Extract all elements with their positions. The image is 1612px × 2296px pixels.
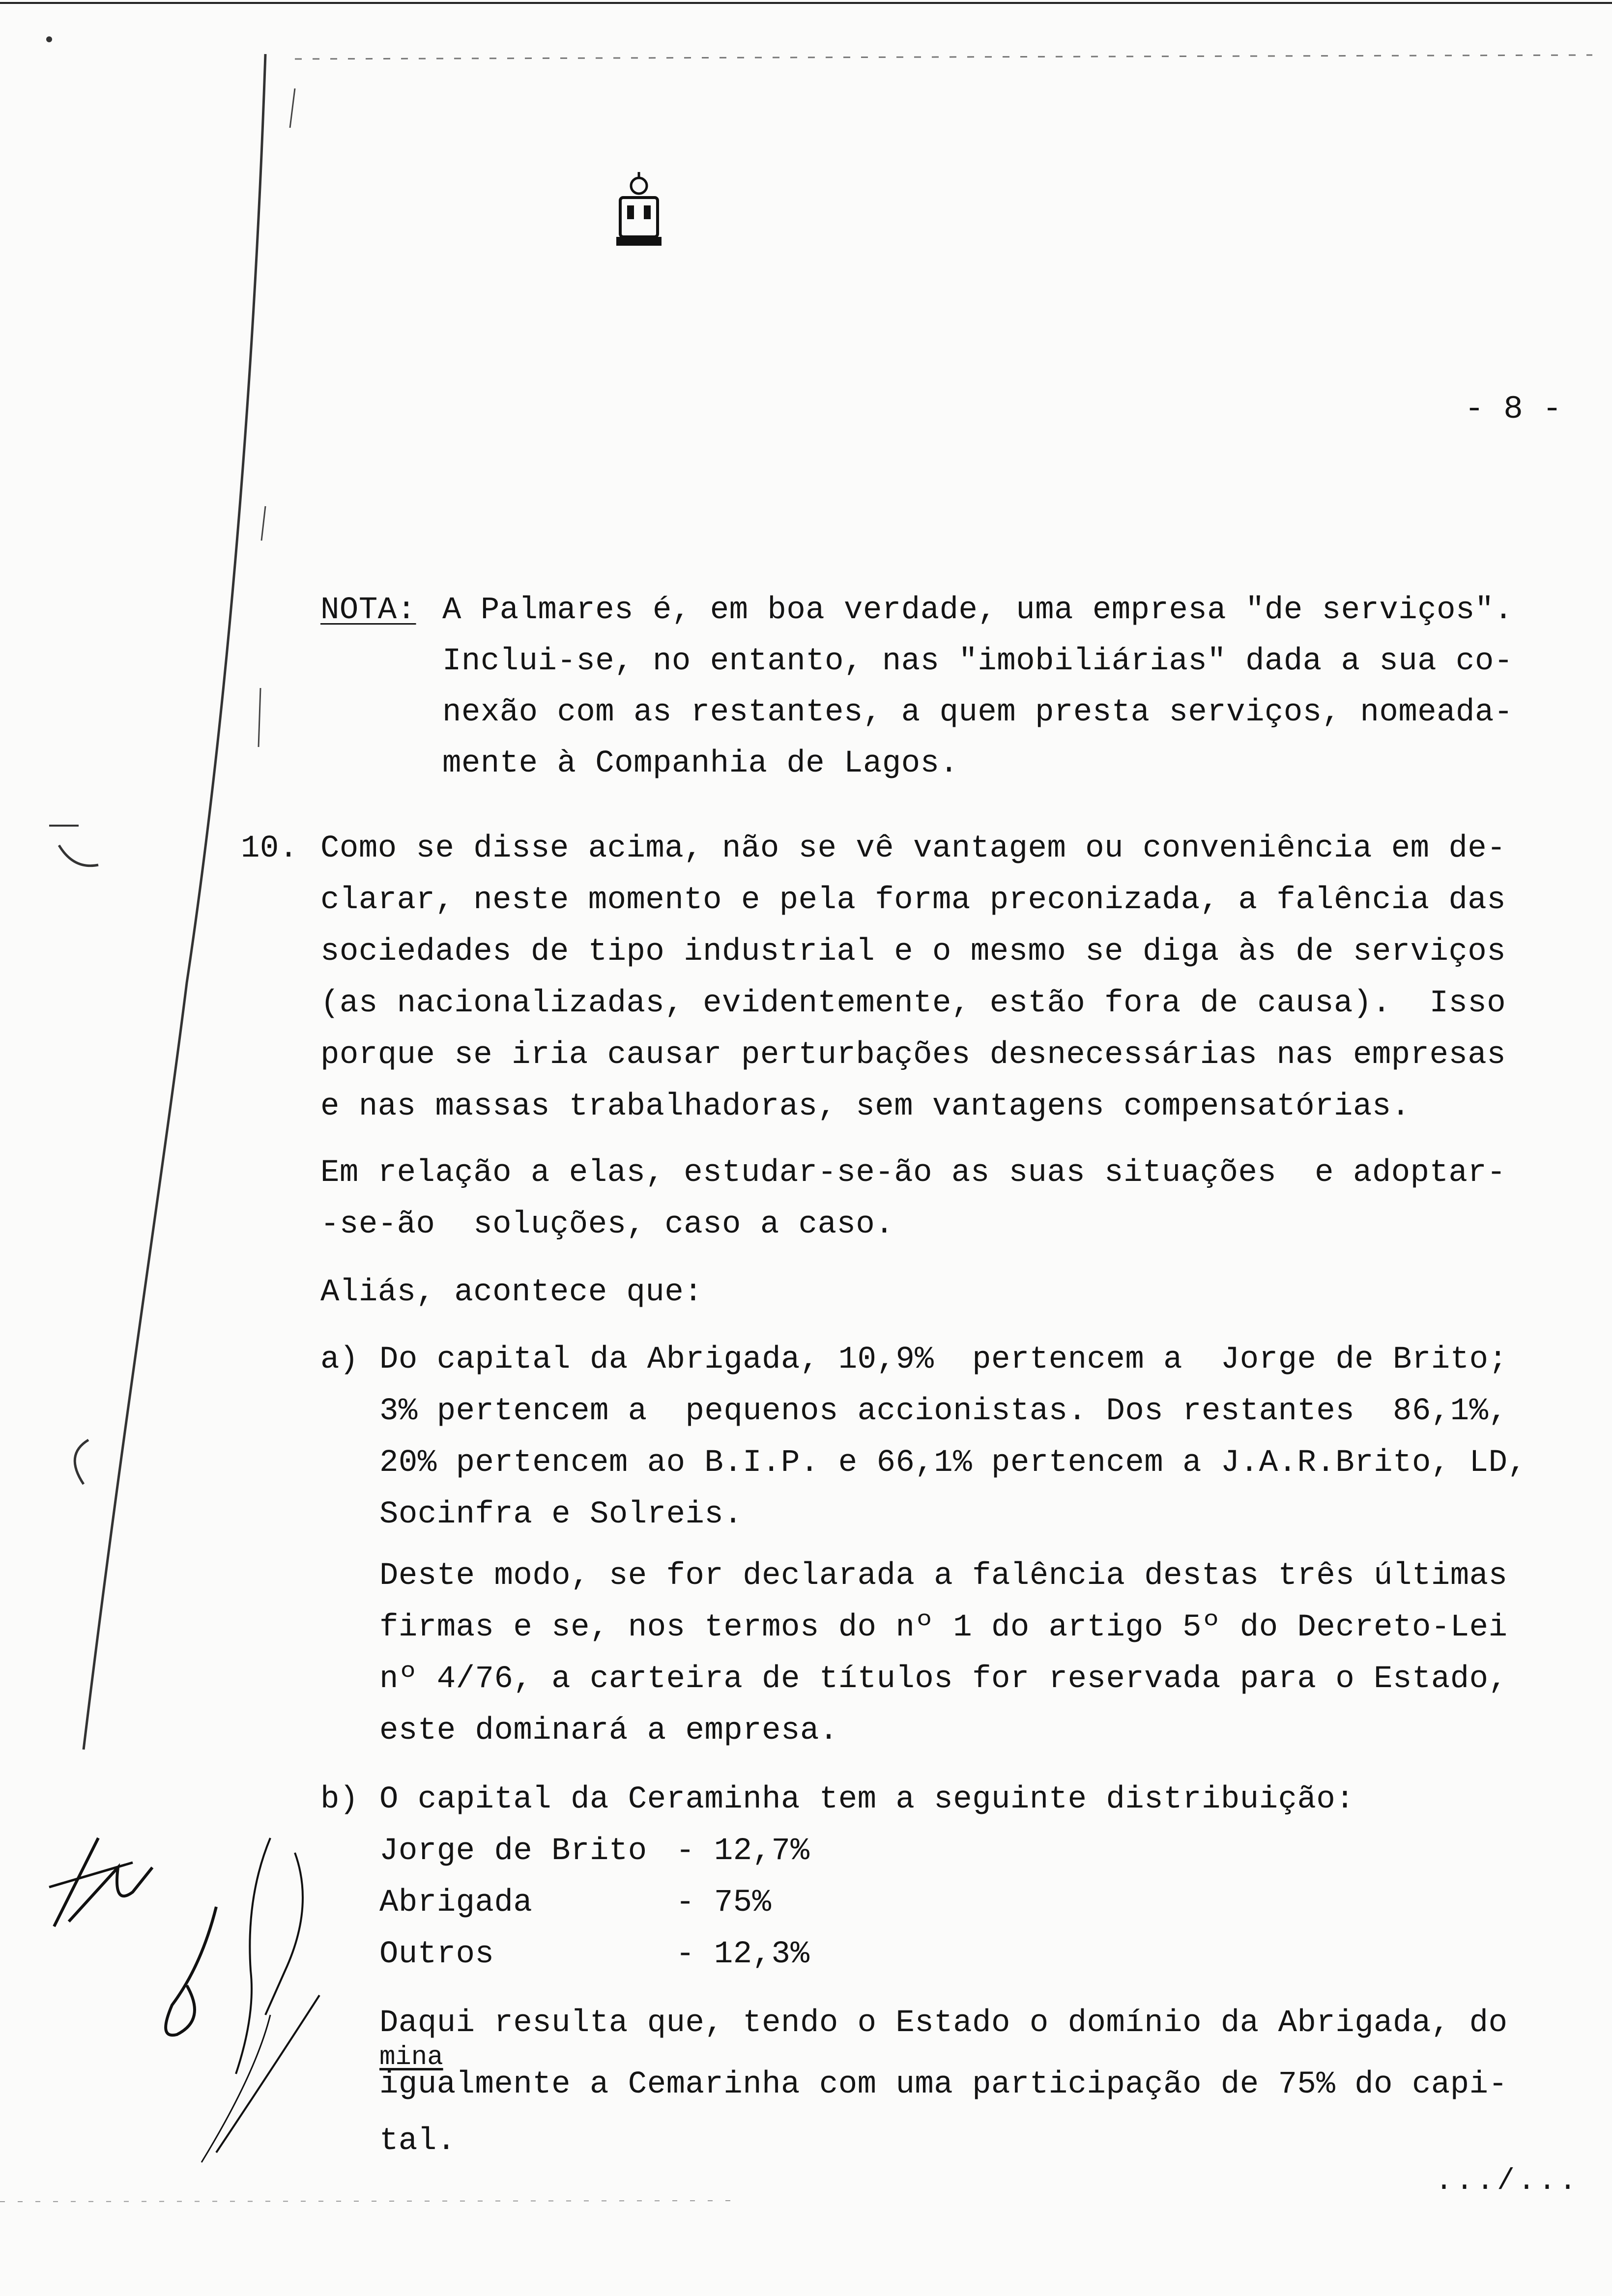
item10-line-4: (as nacionalizadas, evidentemente, estão fora de causa). Isso: [320, 986, 1506, 1021]
nota-line-2: Inclui-se, no entanto, nas "imobiliárias" dada a sua co-: [442, 644, 1513, 679]
distribution-name-2: Abrigada: [379, 1885, 533, 1921]
distribution-value-1: - 12,7%: [676, 1834, 810, 1869]
alias-line: Aliás, acontece que:: [320, 1275, 703, 1310]
signature-drawing: [39, 1808, 354, 2182]
item10-line-3: sociedades de tipo industrial e o mesmo se diga às de serviços: [320, 934, 1506, 970]
conclusion-line-1: Daqui resulta que, tendo o Estado o domínio da Abrigada, do: [379, 2006, 1508, 2041]
nota-label: NOTA:: [320, 593, 416, 628]
item-a-line-4: Socinfra e Solreis.: [379, 1497, 743, 1532]
relacao-line-1: Em relação a elas, estudar-se-ão as suas situações e adoptar-: [320, 1155, 1506, 1191]
item10-line-1: Como se disse acima, não se vê vantagem ou conveniência em de-: [320, 831, 1506, 866]
handwritten-insertion: mina: [379, 2042, 443, 2072]
item-a-label: a): [320, 1342, 359, 1378]
item-a-p2-line-3: nº 4/76, a carteira de títulos for reservada para o Estado,: [379, 1662, 1508, 1697]
item-a-p2-line-2: firmas e se, nos termos do nº 1 do artigo 5º do Decreto-Lei: [379, 1610, 1508, 1645]
distribution-value-3: - 12,3%: [676, 1937, 810, 1972]
item-b-label: b): [320, 1782, 359, 1817]
page-number: - 8 -: [1465, 391, 1562, 428]
item10-number: 10.: [241, 831, 298, 866]
item-a-line-3: 20% pertencem ao B.I.P. e 66,1% pertencem a J.A.R.Brito, LD,: [379, 1445, 1527, 1481]
distribution-name-3: Outros: [379, 1937, 494, 1972]
relacao-line-2: -se-ão soluções, caso a caso.: [320, 1207, 894, 1242]
distribution-name-1: Jorge de Brito: [379, 1834, 647, 1869]
item-a-p2-line-1: Deste modo, se for declarada a falência destas três últimas: [379, 1558, 1508, 1594]
item-b-intro: O capital da Ceraminha tem a seguinte distribuição:: [379, 1782, 1355, 1817]
coat-of-arms-icon: [609, 167, 668, 251]
nota-line-3: nexão com as restantes, a quem presta serviços, nomeada-: [442, 695, 1513, 730]
item-a-line-1: Do capital da Abrigada, 10,9% pertencem a Jorge de Brito;: [379, 1342, 1508, 1378]
item-a-line-2: 3% pertencem a pequenos accionistas. Dos restantes 86,1%,: [379, 1394, 1508, 1429]
nota-line-1: A Palmares é, em boa verdade, uma empresa "de serviços".: [442, 593, 1513, 628]
nota-line-4: mente à Companhia de Lagos.: [442, 746, 959, 781]
conclusion-line-3: tal.: [379, 2124, 456, 2159]
item10-line-5: porque se iria causar perturbações desnecessárias nas empresas: [320, 1037, 1506, 1073]
item10-line-6: e nas massas trabalhadoras, sem vantagens compensatórias.: [320, 1089, 1410, 1124]
distribution-value-2: - 75%: [676, 1885, 772, 1921]
continuation-mark: .../...: [1435, 2165, 1580, 2198]
item10-line-2: clarar, neste momento e pela forma preconizada, a falência das: [320, 883, 1506, 918]
conclusion-line-2: igualmente a Cemarinha com uma participação de 75% do capi-: [379, 2067, 1508, 2102]
item-a-p2-line-4: este dominará a empresa.: [379, 1713, 838, 1749]
